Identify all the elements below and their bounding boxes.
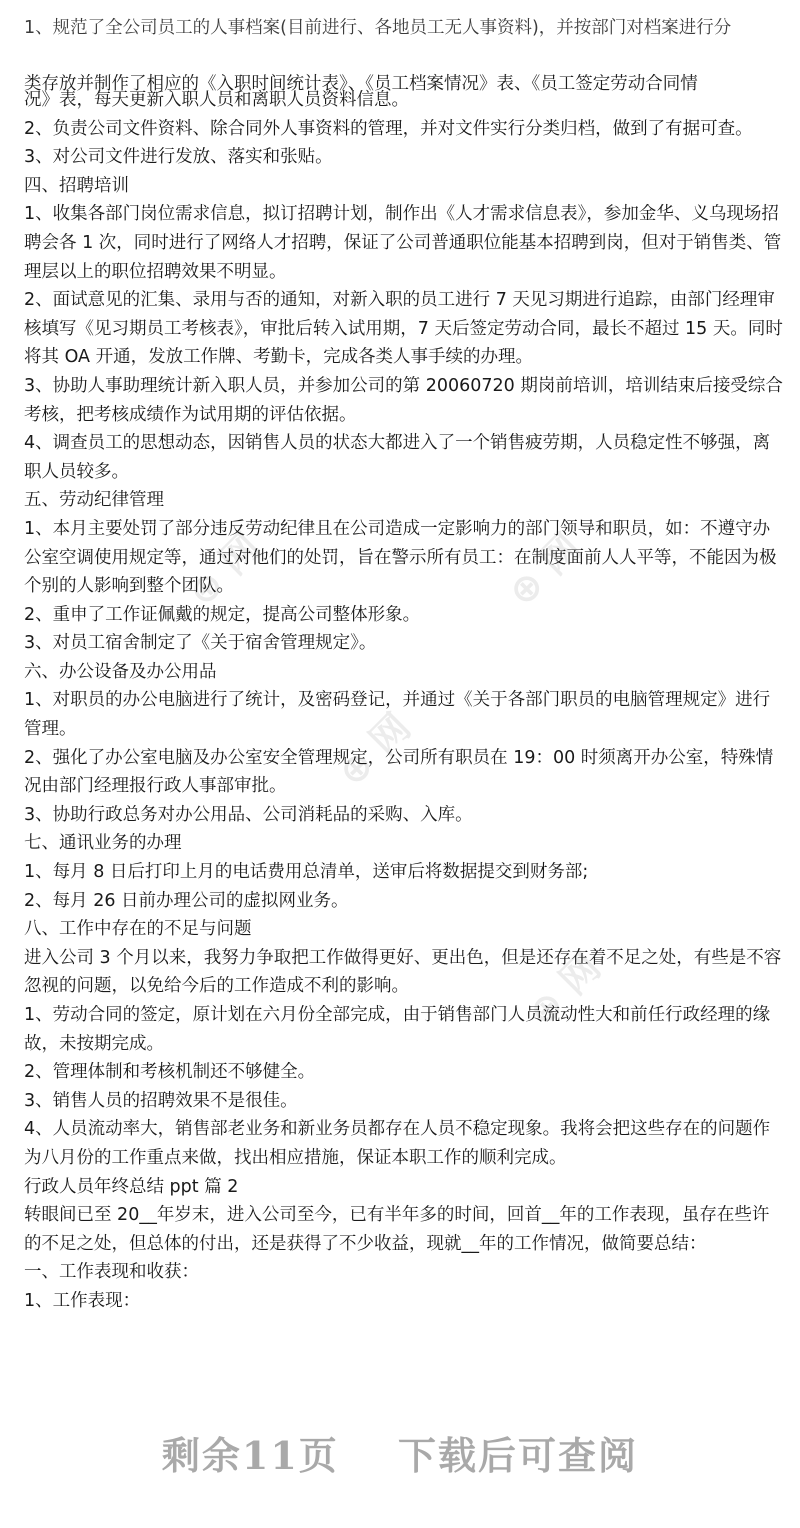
paragraph: 一、工作表现和收获： <box>24 1262 199 1283</box>
paragraph: 六、办公设备及办公用品 <box>24 661 217 682</box>
paragraph: 2、强化了办公室电脑及办公室安全管理规定，公司所有职员在 19：00 时须离开办公室，特殊情况由部门经理报行政人事部审批。 <box>24 747 774 797</box>
paragraph: 七、通讯业务的办理 <box>24 833 182 854</box>
download-to-view-text: 下载后可查阅 <box>398 1433 639 1478</box>
paragraph: 4、人员流动率大，销售部老业务和新业务员都存在人员不稳定现象。我将会把这些存在的问题作为八月份的工作重点来做，找出相应措施，保证本职工作的顺利完成。 <box>24 1119 771 1168</box>
remaining-pages-text: 剩余11页 <box>161 1433 339 1478</box>
paragraph: 4、调查员工的思想动态，因销售人员的状态大都进入了一个销售疲劳期，人员稳定性不够强，离职人员较多。 <box>24 433 771 482</box>
paragraph: 2、每月 26 日前办理公司的虚拟网业务。 <box>24 890 349 911</box>
watermark-3: ⊕ 网 <box>329 705 419 795</box>
paragraph: 1、劳动合同的签定，原计划在六月份全部完成，由于销售部门人员流动性大和前任行政经理的缘故，未按期完成。 <box>24 1005 771 1054</box>
paragraph: 2、负责公司文件资料、除合同外人事资料的管理，并对文件实行分类归档，做到了有据可查。 <box>24 118 753 139</box>
paragraph: 2、面试意见的汇集、录用与否的通知，对新入职的员工进行 7 天见习期进行追踪，由部门经理审核填写《见习期员工考核表》，审批后转入试用期，7 天后签定劳动合同，最长不超过 15 天。同时将其 OA 开通，发放工作牌、考勤卡，完成各类人事手续的办理。 <box>24 290 783 368</box>
paragraph: 进入公司 3 个月以来，我努力争取把工作做得更好、更出色，但是还存在着不足之处，有些是不容忽视的问题，以免给今后的工作造成不利的影响。 <box>24 947 782 997</box>
paragraph: 转眼间已至 20__年岁末，进入公司至今，已有半年多的时间，回首__年的工作表现，虽存在些许的不足之处，但总体的付出，还是获得了不少收益，现就__年的工作情况，做简要总结： <box>24 1205 770 1254</box>
top-line-2: 类存放并制作了相应的《入职时间统计表》、《员工档案情况》表、《员工签定劳动合同情 <box>24 74 698 94</box>
watermark-2: ⊕ 网 <box>499 525 589 615</box>
paragraph: 1、收集各部门岗位需求信息，拟订招聘计划，制作出《人才需求信息表》，参加金华、义乌现场招聘会各 1 次，同时进行了网络人才招聘，保证了公司普通职位能基本招聘到岗，但对于销售类、管理层以上的职位招聘效果不明显。 <box>24 204 782 282</box>
paragraph: 五、劳动纪律管理 <box>24 490 164 511</box>
paragraph: 1、工作表现： <box>24 1290 141 1311</box>
paragraph: 3、协助人事助理统计新入职人员，并参加公司的第 20060720 期岗前培训，培训结束后接受综合考核，把考核成绩作为试用期的评估依据。 <box>24 375 783 425</box>
paragraph: 1、每月 8 日后打印上月的电话费用总清单，送审后将数据提交到财务部; <box>24 862 589 883</box>
paragraph: 3、销售人员的招聘效果不是很佳。 <box>24 1090 298 1111</box>
watermark-4: ⊕ 网 <box>519 945 609 1035</box>
paragraph: 四、招聘培训 <box>24 175 129 196</box>
watermark-1: ⊕ 网 <box>179 525 269 615</box>
download-prompt[interactable] <box>0 1425 800 1480</box>
top-line-1: 1、规范了全公司员工的人事档案(目前进行、各地员工无人事资料)，并按部门对档案进行分 <box>24 18 732 38</box>
paragraph: 2、重申了工作证佩戴的规定，提高公司整体形象。 <box>24 604 421 625</box>
paragraph: 1、对职员的办公电脑进行了统计，及密码登记，并通过《关于各部门职员的电脑管理规定》进行管理。 <box>24 690 771 740</box>
paragraph: 3、对员工宿舍制定了《关于宿舍管理规定》。 <box>24 633 377 654</box>
paragraph: 3、对公司文件进行发放、落实和张贴。 <box>24 147 333 168</box>
paragraph: 行政人员年终总结 ppt 篇 2 <box>24 1176 239 1197</box>
paragraph: 2、管理体制和考核机制还不够健全。 <box>24 1062 316 1083</box>
document-body <box>24 86 784 1316</box>
paragraph: 况》表，每天更新入职人员和离职人员资料信息。 <box>24 90 409 110</box>
paragraph: 3、协助行政总务对办公用品、公司消耗品的采购、入库。 <box>24 804 473 825</box>
paragraph: 1、本月主要处罚了部分违反劳动纪律且在公司造成一定影响力的部门领导和职员，如：不遵守办公室空调使用规定等，通过对他们的处罚，旨在警示所有员工：在制度面前人人平等，不能因为极个别的人影响到整个团队。 <box>24 518 777 597</box>
paragraph: 八、工作中存在的不足与问题 <box>24 919 252 940</box>
